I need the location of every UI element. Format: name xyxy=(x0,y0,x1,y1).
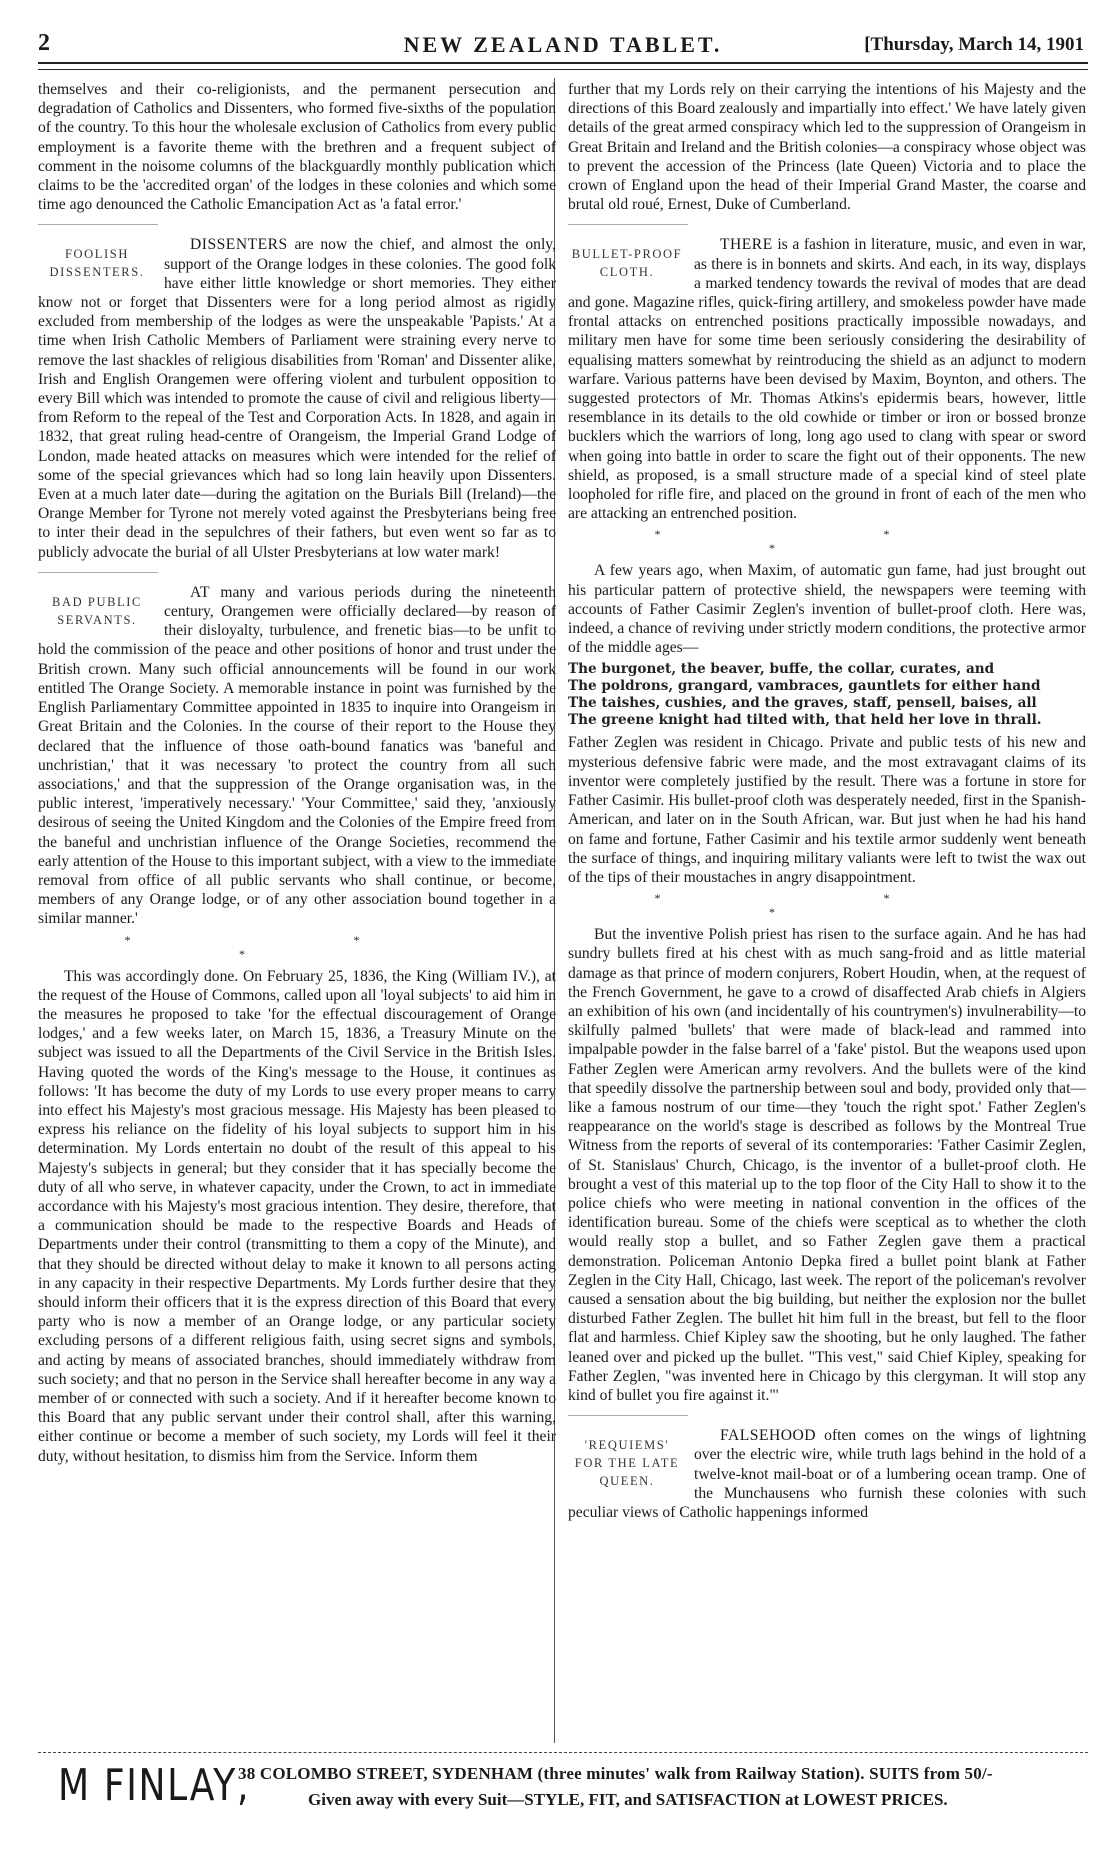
paragraph-text: many and various periods during the nineteenth century, Orangemen were officially declared—by reason of their disloyalty, turbulence, and frenetic bias—to be unfit to hold the commission of the peace and other positions of honor and trust under the British crown. Many such official announcements will be found in our work entitled The Orange Society. A memorable instance in point was furnished by the English Parliamentary Committee appointed in 1835 to inquire into Orangeism in Great Britain and the Colonies. In the course of their report to the House they declared that the influence of those oath-bound fanatics was 'baneful and unchristian,' that it was necessary 'to protect the country from all such associations,' and that the suppression of the Orange organisation was, in the public interest, 'imperatively necessary.' 'Your Committee,' said they, 'anxiously desirous of seeing the United Kingdom and the Colonies of the Empire freed from the baneful and unchristian influence of the Orange Societies, recommend the early attention of the House to this important subject, with a view to the immediate removal from office of all public servants who shall continue, or become, members of any Orange lodge, or of any other association bound together in a similar manner.' xyxy=(38,583,556,928)
lead-word: THERE xyxy=(720,236,773,254)
section-separator xyxy=(38,572,158,573)
section-requiems xyxy=(568,1426,1086,1522)
paragraph-text: often comes on the wings of lightning over the electric wire, while truth lags behind in the hold of a twelve-knot mail-boat or of a lumbering ocean tramp. One of the Munchausens who furnish these colonies with such peculiar views of Catholic happenings informed xyxy=(568,1427,1086,1521)
masthead xyxy=(38,28,1088,62)
section-side-heading: 'REQUIEMS' FOR THE LATE QUEEN. xyxy=(574,1438,680,1489)
footer-rule xyxy=(38,1752,1088,1754)
article-paragraph: Father Zeglen was resident in Chicago. Private and public tests of his new and mysterious defensive fabric were made, and the most extravagant claims of its inventor were completely justified by the result. There was a fortune in store for Father Casimir. His bullet-proof cloth was desperately needed, first in the Spanish-American, and later on in the South African, war. But just when he had his hand on fame and fortune, Father Casimir and his textile armor suddenly went beneath the surface of things, and inquiring military valiants were left to twist the wax out of the tips of their moustaches in angry disappointment. xyxy=(568,734,1086,886)
article-paragraph: further that my Lords rely on their carrying the intentions of his Majesty and the directions of this Board zealously and impartially into effect.' We have lately given details of the great armed conspiracy which led to the suppression of Orangeism in Great Britain and Ireland and the British colonies—a conspiracy whose object was to prevent the accession of the Princess (late Queen) Victoria and to place the crown of England upon the head of their Imperial Grand Master, the coarse and brutal old roué, Ernest, Duke of Cumberland. xyxy=(568,81,1086,214)
section-separator xyxy=(38,224,158,225)
section-foolish-dissenters xyxy=(38,235,556,561)
publication-title: NEW ZEALAND TABLET. xyxy=(403,32,723,57)
section-separator xyxy=(568,1415,688,1416)
article-paragraph: But the inventive Polish priest has risen to the surface again. And he has had sundry bullets fired at his chest with as much sang-froid and as little material damage as that prince of modern conjurers, Robert Houdin, when, at the request of the French Government, he gave to a crowd of disaffected Arab chiefs in Algiers an exhibition of his own (and incidentally of his countrymen's) invulnerability—to skilfully palmed 'bullets' that were made of black-lead and rammed into impalpable powder in the false barrel of a 'fake' pistol. But the weapons used upon Father Zeglen were American army revolvers. And the bullets were of the kind that speedily dissolve the partnership between soul and body, provided only that—like a famous nostrum of our time—they 'touch the right spot.' Father Zeglen's reappearance on the world's stage is described as follows by the Montreal True Witness from the reports of several of its contemporaries: 'Father Casimir Zeglen, of St. Stanislaus' Church, Chicago, is the inventor of a bullet-proof cloth. He brought a vest of this material up to the top floor of the City Hall to show it to the police chiefs who were meeting in national convention in the offices of the identification bureau. Some of the chiefs were sceptical as to whether the cloth would really stop a bullet, and so Father Zeglen gave them a practical demonstration. Policeman Antonio Depka fired a bullet point blank at Father Zeglen in the City Hall, Chicago, last week. The report of the policeman's revolver caused a sensation about the big building, but neither the explosion nor the bullet disturbed Father Zeglen. The bullet hit him full in the breast, but fell to the floor flat and harmless. Chief Kipley saw the shooting, but he only laughed. The father leaned over and picked up the bullet. "This vest," said Chief Kipley, speaking for Father Zeglen, "was invented here in Chicago by this clergyman. It will stop any kind of bullet you fire against it."' xyxy=(568,926,1086,1404)
article-paragraph: themselves and their co-religionists, and the permanent persecution and degradation of Catholics and Dissenters, who formed five-sixths of the population of the country. To this hour the wholesale exclusion of Catholics from every public employment is a favorite theme with the brethren and a frequent subject of comment in the noisome columns of the blackguardly monthly publication which claims to be the 'accredited organ' of the lodges in these colonies and which some time ago denounced the Catholic Emancipation Act as 'a fatal error.' xyxy=(38,81,556,214)
section-stars: * * * xyxy=(654,527,1000,556)
section-stars: * * * xyxy=(124,932,470,961)
right-column xyxy=(568,80,1086,1730)
verse-line: The greene knight had tilted with, that held her love in thrall. xyxy=(568,712,1042,729)
verse-line: The burgonet, the beaver, buffe, the collar, curates, and xyxy=(568,661,995,678)
section-side-heading: FOOLISH DISSENTERS. xyxy=(49,247,145,280)
article-paragraph xyxy=(38,583,556,929)
paragraph-text: are now the chief, and almost the only, support of the Orange lodges in these colonies. The good folk have either little knowledge or short memories. They either know not or forget that Dissenters were for a long period almost as rigidly excluded from membership of the lodges as were the unspeakable 'Papists.' At a time when Irish Catholic Members of Parliament were straining every nerve to remove the last shackles of religious disabilities from 'Roman' and Dissenter alike, Irish and English Orangemen were offering violent and turbulent opposition to every Bill which was intended to promote the cause of civil and religious liberty—from Reform to the repeal of the Test and Corporation Acts. In 1828, and again in 1832, that great ruling head-centre of Orangeism, the Imperial Grand Lodge of London, made heated attacks on measures which were intended for the relief of some of the special grievances which had so long lain heavily upon Dissenters. Even at a much later date—during the agitation on the Burials Bill (Ireland)—the Orange Member for Tyrone not merely voted against the Presbyterians being free to inter their dead in the sepulchres of their fathers, but even went so far as to publicly advocate the burial of all Ulster Presbyterians at low water mark! xyxy=(38,236,556,561)
article-paragraph xyxy=(38,235,556,561)
section-side-heading: BAD PUBLIC SERVANTS. xyxy=(52,594,142,627)
lead-word: AT xyxy=(190,583,211,601)
article-paragraph: This was accordingly done. On February 25, 1836, the King (William IV.), at the request of the House of Commons, called upon all 'loyal subjects' to aid him in the measures he proposed to take 'for the effectual discouragement of Orange lodges,' and a few weeks later, on March 15, 1836, a Treasury Minute on the subject was issued to all the Departments of the Civil Service in the British Isles. Having quoted the words of the King's message to the House, it continues as follows: 'It has become the duty of my Lords to use every proper means to carry into effect his Majesty's most gracious message. His Majesty has been pleased to express his reliance on the fidelity of his loyal subjects to support him in his determination. My Lords entertain no doubt of the result of this appeal to his Majesty's subjects in general; but they consider that it has specially become the duty of all who serve, in whatever capacity, under the Crown, to act in immediate accordance with his Majesty's most gracious intention. They desire, therefore, that a communication should be made to the respective Boards and Heads of Departments under their control (transmitting to them a copy of the Minute), and that they should be directed without delay to make it known to all persons acting in any capacity in their respective Departments. My Lords further desire that they should inform their officers that it is the express direction of this Board that every party who is now a member of an Orange lodge, or any particular society excluding persons of a different religious faith, using secret signs and symbols, and acting by means of associated branches, should immediately withdraw from such society; and that no person in the Service shall hereafter become in any way a member of or connected with such a society. And if it hereafter become known to this Board that any public servant under their control shall, after this warning, either continue or become a member of such society, my Lords will feel it their duty, without hesitation, to dismiss him from the Service. Inform them xyxy=(38,967,556,1465)
section-stars: * * * xyxy=(654,891,1000,920)
page-number: 2 xyxy=(38,30,50,56)
paragraph-text: is a fashion in literature, music, and even in war, as there is in bonnets and skirts. And each, in its way, displays a marked tendency towards the revival of modes that are dead and gone. Magazine rifles, quick-firing artillery, and smokeless powder have made frontal attacks on entrenched positions practically impossible nowadays, and military men have for some time been seriously considering the desirability of equalising matters somewhat by reintroducing the shield as an adjunct to modern warfare. Various patterns have been devised by Maxim, Boynton, and others. The suggested protectors of Mr. Thomas Atkins's epidermis bears, however, little resemblance in its details to the old cowhide or timber or iron or bossed bronze bucklers which the warriors of long, long ago used to clang with spear or sword when going into battle in order to scare the fight out of their opponents. The new shield, as proposed, is a small structure made of a special kind of steel plate loopholed for rifle fire, and placed on the ground in front of each of the men who are attacking an entrenched position. xyxy=(568,236,1086,523)
advertisement-address-line: 38 COLOMBO STREET, SYDENHAM (three minutes' walk from Railway Station). SUITS from 50/- xyxy=(238,1764,993,1783)
article-paragraph: A few years ago, when Maxim, of automatic gun fame, had just brought out his particular pattern of protective shield, the newspapers were teeming with accounts of Father Casimir Zeglen's invention of bullet-proof cloth. Here was, indeed, a chance of reviving under strictly modern conditions, the protective armor of the middle ages— xyxy=(568,562,1086,657)
advertiser-name: M FINLAY, xyxy=(58,1760,251,1811)
verse-line: The poldrons, grangard, vambraces, gauntlets for either hand xyxy=(568,678,1041,695)
verse-quote xyxy=(568,661,1086,729)
verse-line: The taishes, cushies, and the graves, staff, pensell, baises, all xyxy=(568,695,1037,712)
lead-word: FALSEHOOD xyxy=(720,1427,817,1445)
lead-word: DISSENTERS xyxy=(190,236,288,254)
section-bullet-proof-cloth xyxy=(568,235,1086,523)
issue-date: [Thursday, March 14, 1901 xyxy=(864,34,1084,55)
section-separator xyxy=(568,224,688,225)
advertisement-offer-line: Given away with every Suit—STYLE, FIT, and SATISFACTION at LOWEST PRICES. xyxy=(308,1790,948,1809)
advertisement xyxy=(38,1760,1088,1830)
section-side-heading: BULLET-PROOF CLOTH. xyxy=(571,247,683,280)
section-bad-public-servants xyxy=(38,583,556,929)
masthead-rule xyxy=(38,62,1088,70)
left-column xyxy=(38,80,556,1730)
